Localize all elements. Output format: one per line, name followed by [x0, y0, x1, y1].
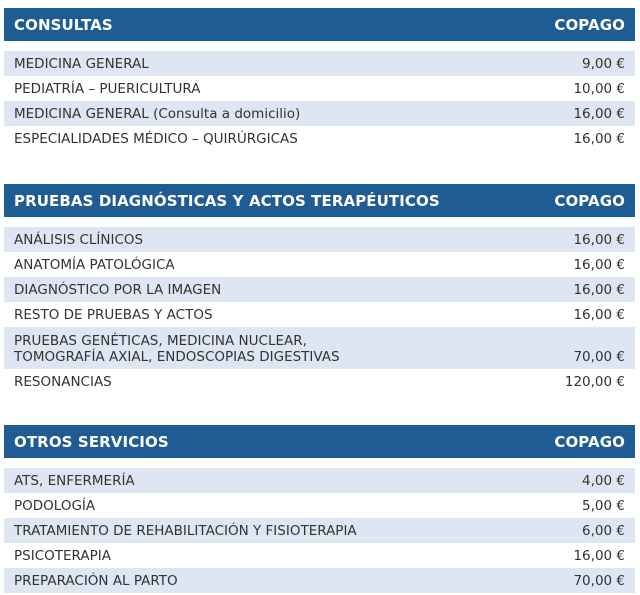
section-header [4, 184, 635, 217]
copago-value: 6,00 € [582, 523, 625, 539]
table-row [4, 518, 635, 543]
column-header-copago: COPAGO [554, 191, 625, 210]
table-row [4, 101, 635, 126]
table-row [4, 327, 635, 369]
section-header [4, 8, 635, 41]
table-row [4, 227, 635, 252]
service-label: ATS, ENFERMERÍA [14, 473, 135, 489]
service-label: ESPECIALIDADES MÉDICO – QUIRÚRGICAS [14, 131, 298, 147]
section-header [4, 425, 635, 458]
copago-value: 4,00 € [582, 473, 625, 489]
copago-value: 10,00 € [573, 81, 625, 97]
service-label: MEDICINA GENERAL (Consulta a domicilio) [14, 106, 301, 122]
table-row [4, 51, 635, 76]
table-row [4, 543, 635, 568]
copago-value: 70,00 € [573, 573, 625, 589]
service-label: RESTO DE PRUEBAS Y ACTOS [14, 307, 213, 323]
copago-value: 16,00 € [573, 548, 625, 564]
service-label: ANATOMÍA PATOLÓGICA [14, 257, 175, 273]
table-row [4, 252, 635, 277]
service-label: DIAGNÓSTICO POR LA IMAGEN [14, 282, 222, 298]
copago-value: 5,00 € [582, 498, 625, 514]
table-row [4, 468, 635, 493]
table-row [4, 277, 635, 302]
service-label: RESONANCIAS [14, 374, 112, 390]
service-label: MEDICINA GENERAL [14, 56, 149, 72]
service-label: PEDIATRÍA – PUERICULTURA [14, 81, 201, 97]
table-row [4, 126, 635, 151]
copago-value: 70,00 € [573, 349, 625, 365]
copago-value: 16,00 € [573, 131, 625, 147]
section-title: PRUEBAS DIAGNÓSTICAS Y ACTOS TERAPÉUTICOS [14, 191, 440, 210]
table-row [4, 76, 635, 101]
copago-value: 16,00 € [573, 106, 625, 122]
copago-value: 9,00 € [582, 56, 625, 72]
service-label: ANÁLISIS CLÍNICOS [14, 232, 144, 248]
service-label: PSICOTERAPIA [14, 548, 111, 564]
section-title: OTROS SERVICIOS [14, 432, 169, 451]
section-pruebas-diagnosticas [4, 184, 635, 394]
service-label: PREPARACIÓN AL PARTO [14, 573, 178, 589]
service-label: PODOLOGÍA [14, 498, 96, 514]
copago-value: 16,00 € [573, 232, 625, 248]
section-title: CONSULTAS [14, 15, 113, 34]
service-label: PRUEBAS GENÉTICAS, MEDICINA NUCLEAR, TOMOGRAFÍA AXIAL, ENDOSCOPIAS DIGESTIVAS [14, 333, 340, 365]
section-otros-servicios [4, 425, 635, 593]
copago-value: 16,00 € [573, 257, 625, 273]
copago-value: 16,00 € [573, 282, 625, 298]
service-label: TRATAMIENTO DE REHABILITACIÓN Y FISIOTERAPIA [14, 523, 357, 539]
section-consultas [4, 8, 635, 151]
copago-value: 16,00 € [573, 307, 625, 323]
copago-value: 120,00 € [564, 374, 625, 390]
table-row [4, 369, 635, 394]
column-header-copago: COPAGO [554, 432, 625, 451]
table-row [4, 493, 635, 518]
table-row [4, 302, 635, 327]
column-header-copago: COPAGO [554, 15, 625, 34]
table-row [4, 568, 635, 593]
